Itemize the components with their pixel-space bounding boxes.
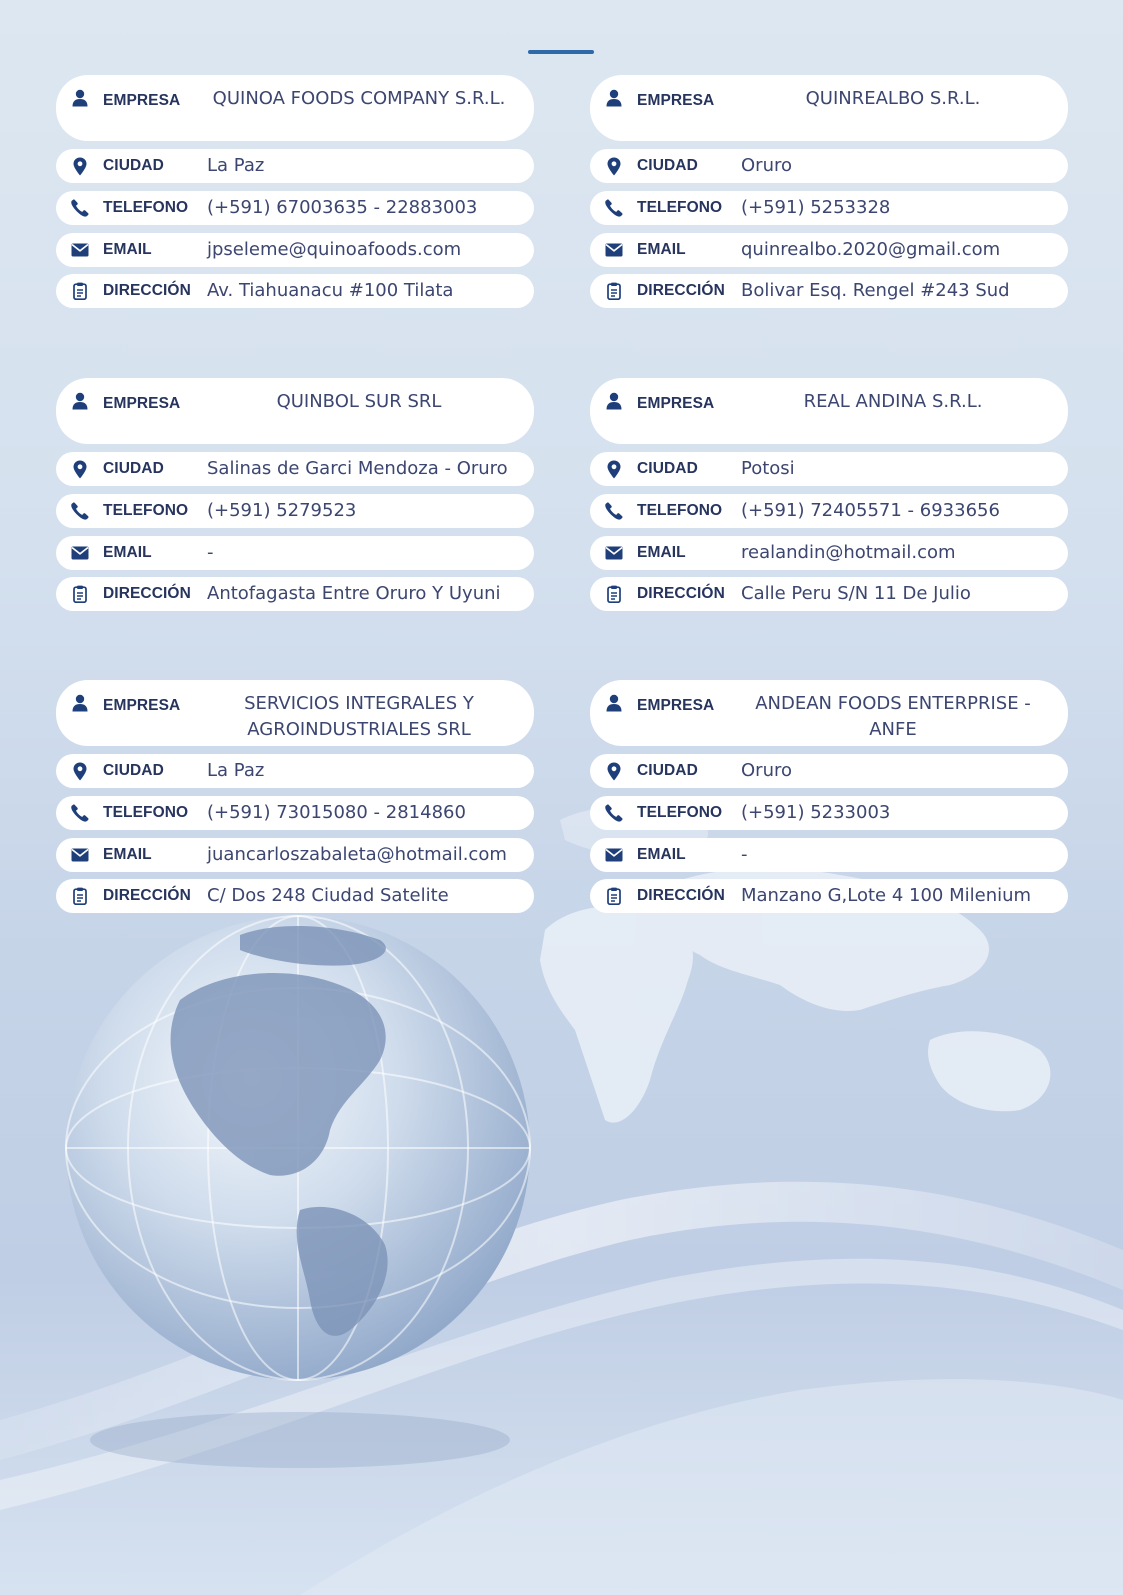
- empresa-value: REAL ANDINA S.R.L.: [803, 391, 983, 412]
- top-accent-bar: [528, 50, 594, 54]
- direccion-value: Calle Peru S/N 11 De Julio: [741, 583, 971, 604]
- email-label: EMAIL: [637, 544, 686, 561]
- email-value: jpseleme@quinoafoods.com: [207, 239, 462, 260]
- user-icon: [604, 693, 624, 713]
- clipboard-icon: [70, 886, 90, 906]
- phone-icon: [70, 501, 90, 521]
- ciudad-row: [56, 452, 534, 486]
- ciudad-value: Potosi: [741, 458, 795, 479]
- ciudad-row: [590, 754, 1068, 788]
- telefono-label: TELEFONO: [103, 804, 189, 821]
- empresa-value: SERVICIOS INTEGRALES Y AGROINDUSTRIALES SRL: [244, 693, 474, 740]
- telefono-row: [56, 191, 534, 225]
- email-value: quinrealbo.2020@gmail.com: [741, 239, 1001, 260]
- telefono-row: [590, 494, 1068, 528]
- user-icon: [604, 88, 624, 108]
- direccion-label: DIRECCIÓN: [637, 585, 725, 602]
- telefono-value: (+591) 5279523: [207, 500, 357, 521]
- direccion-value: C/ Dos 248 Ciudad Satelite: [207, 885, 449, 906]
- email-label: EMAIL: [103, 544, 152, 561]
- empresa-label: EMPRESA: [103, 395, 181, 412]
- phone-icon: [604, 501, 624, 521]
- ciudad-label: CIUDAD: [103, 157, 164, 174]
- direccion-row: [590, 577, 1068, 611]
- empresa-label: EMPRESA: [637, 697, 715, 714]
- phone-icon: [70, 803, 90, 823]
- user-icon: [70, 693, 90, 713]
- direccion-row: [56, 879, 534, 913]
- telefono-row: [590, 796, 1068, 830]
- map-pin-icon: [70, 459, 90, 479]
- empresa-value: ANDEAN FOODS ENTERPRISE - ANFE: [755, 693, 1031, 740]
- telefono-row: [56, 796, 534, 830]
- telefono-row: [56, 494, 534, 528]
- telefono-value: (+591) 72405571 - 6933656: [741, 500, 1000, 521]
- email-row: [56, 536, 534, 570]
- direccion-row: [56, 577, 534, 611]
- ciudad-label: CIUDAD: [103, 460, 164, 477]
- clipboard-icon: [70, 584, 90, 604]
- ciudad-value: Oruro: [741, 760, 792, 781]
- clipboard-icon: [604, 886, 624, 906]
- email-label: EMAIL: [103, 241, 152, 258]
- direccion-label: DIRECCIÓN: [103, 585, 191, 602]
- email-value: -: [207, 542, 214, 563]
- user-icon: [604, 391, 624, 411]
- email-value: realandin@hotmail.com: [741, 542, 956, 563]
- empresa-row: [590, 680, 1068, 746]
- direccion-label: DIRECCIÓN: [637, 887, 725, 904]
- email-row: [590, 536, 1068, 570]
- map-pin-icon: [604, 156, 624, 176]
- telefono-value: (+591) 5233003: [741, 802, 891, 823]
- ciudad-row: [590, 452, 1068, 486]
- empresa-label: EMPRESA: [103, 92, 181, 109]
- email-row: [56, 233, 534, 267]
- email-row: [56, 838, 534, 872]
- ciudad-row: [56, 754, 534, 788]
- direccion-value: Av. Tiahuanacu #100 Tilata: [207, 280, 454, 301]
- envelope-icon: [604, 240, 624, 260]
- empresa-row: [56, 680, 534, 746]
- ciudad-value: La Paz: [207, 760, 265, 781]
- email-row: [590, 838, 1068, 872]
- ciudad-label: CIUDAD: [103, 762, 164, 779]
- map-pin-icon: [604, 459, 624, 479]
- telefono-label: TELEFONO: [637, 502, 723, 519]
- direccion-label: DIRECCIÓN: [637, 282, 725, 299]
- ciudad-value: Salinas de Garci Mendoza - Oruro: [207, 458, 508, 479]
- clipboard-icon: [604, 584, 624, 604]
- ciudad-value: Oruro: [741, 155, 792, 176]
- telefono-label: TELEFONO: [103, 502, 189, 519]
- envelope-icon: [604, 543, 624, 563]
- telefono-label: TELEFONO: [637, 804, 723, 821]
- direccion-value: Manzano G,Lote 4 100 Milenium: [741, 885, 1032, 906]
- empresa-value: QUINREALBO S.R.L.: [805, 88, 981, 109]
- direccion-row: [56, 274, 534, 308]
- telefono-value: (+591) 67003635 - 22883003: [207, 197, 478, 218]
- empresa-row: [590, 378, 1068, 444]
- clipboard-icon: [70, 281, 90, 301]
- ciudad-row: [590, 149, 1068, 183]
- empresa-label: EMPRESA: [637, 395, 715, 412]
- direccion-label: DIRECCIÓN: [103, 887, 191, 904]
- empresa-row: [56, 75, 534, 141]
- envelope-icon: [604, 845, 624, 865]
- email-label: EMAIL: [103, 846, 152, 863]
- telefono-value: (+591) 5253328: [741, 197, 891, 218]
- email-row: [590, 233, 1068, 267]
- direccion-value: Bolivar Esq. Rengel #243 Sud: [741, 280, 1010, 301]
- phone-icon: [604, 803, 624, 823]
- empresa-value: QUINBOL SUR SRL: [276, 391, 442, 412]
- telefono-row: [590, 191, 1068, 225]
- direccion-label: DIRECCIÓN: [103, 282, 191, 299]
- envelope-icon: [70, 845, 90, 865]
- email-label: EMAIL: [637, 241, 686, 258]
- empresa-label: EMPRESA: [103, 697, 181, 714]
- clipboard-icon: [604, 281, 624, 301]
- map-pin-icon: [604, 761, 624, 781]
- ciudad-label: CIUDAD: [637, 762, 698, 779]
- empresa-row: [590, 75, 1068, 141]
- telefono-label: TELEFONO: [103, 199, 189, 216]
- map-pin-icon: [70, 156, 90, 176]
- phone-icon: [70, 198, 90, 218]
- telefono-label: TELEFONO: [637, 199, 723, 216]
- phone-icon: [604, 198, 624, 218]
- email-label: EMAIL: [637, 846, 686, 863]
- ciudad-label: CIUDAD: [637, 157, 698, 174]
- direccion-row: [590, 879, 1068, 913]
- user-icon: [70, 391, 90, 411]
- empresa-label: EMPRESA: [637, 92, 715, 109]
- email-value: juancarloszabaleta@hotmail.com: [207, 844, 507, 865]
- email-value: -: [741, 844, 748, 865]
- user-icon: [70, 88, 90, 108]
- direccion-value: Antofagasta Entre Oruro Y Uyuni: [207, 583, 501, 604]
- empresa-value: QUINOA FOODS COMPANY S.R.L.: [212, 88, 506, 109]
- ciudad-row: [56, 149, 534, 183]
- ciudad-value: La Paz: [207, 155, 265, 176]
- envelope-icon: [70, 543, 90, 563]
- map-pin-icon: [70, 761, 90, 781]
- telefono-value: (+591) 73015080 - 2814860: [207, 802, 466, 823]
- direccion-row: [590, 274, 1068, 308]
- envelope-icon: [70, 240, 90, 260]
- empresa-row: [56, 378, 534, 444]
- ciudad-label: CIUDAD: [637, 460, 698, 477]
